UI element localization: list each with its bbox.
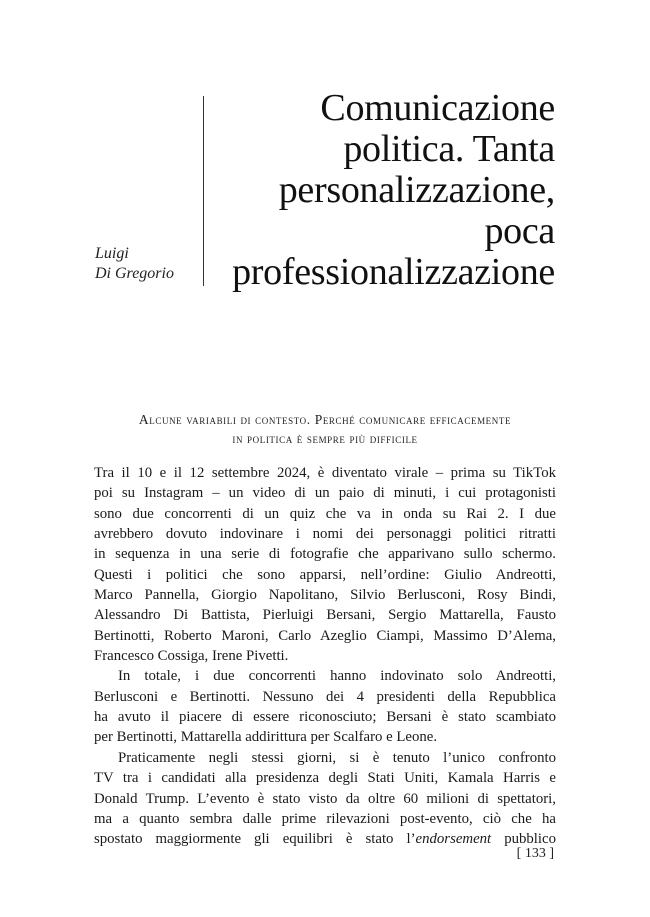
text-line: Donald Trump. L’evento è stato visto da oltre 60 milioni di spettatori,	[94, 790, 556, 807]
text-line: In totale, i due concorrenti hanno indovinato solo Andreotti,	[118, 668, 556, 685]
title-line: personalizzazione,	[278, 169, 555, 211]
text-line: per Bertinotti, Mattarella addirittura per Scalfaro e Leone.	[94, 729, 438, 746]
section-heading	[92, 410, 558, 448]
title-line: poca	[484, 210, 555, 252]
text-line: Questi i politici che sono apparsi, nell’ordine: Giulio Andreotti,	[94, 566, 556, 583]
author-name	[95, 244, 205, 284]
title-line: professionalizzazione	[232, 251, 555, 293]
text-line: poi su Instagram – un video di un paio di minuti, i cui protagonisti	[94, 485, 556, 502]
text-line: Berlusconi e Bertinotti. Nessuno dei 4 presidenti della Repubblica	[94, 688, 556, 705]
title-line: Comunicazione	[320, 87, 555, 129]
text-line	[94, 829, 556, 849]
text-line: in sequenza in una serie di fotografie che apparivano sullo schermo.	[94, 546, 556, 563]
author-last-name: Di Gregorio	[95, 265, 174, 282]
text-line: Bertinotti, Roberto Maroni, Carlo Azeglio Ciampi, Massimo D’Alema,	[94, 627, 556, 644]
text-line: TV tra i candidati alla presidenza degli Stati Uniti, Kamala Harris e	[94, 770, 556, 787]
text-line: Marco Pannella, Giorgio Napolitano, Silvio Berlusconi, Rosy Bindi,	[94, 587, 556, 604]
emphasis-word: endorsement	[415, 831, 492, 848]
text-line: Tra il 10 e il 12 settembre 2024, è diventato virale – prima su TikTok	[94, 465, 556, 481]
text-fragment: spostato maggiormente gli equilibri è stato l’	[94, 831, 416, 848]
paragraph	[94, 748, 556, 850]
section-heading-line: in politica è sempre più difficile	[232, 431, 418, 446]
paragraph	[94, 463, 556, 666]
body-text	[94, 463, 556, 850]
paragraph	[94, 666, 556, 747]
chapter-title	[215, 88, 555, 293]
text-line: ma a quanto sembra dalle prime rilevazioni post-evento, ciò che ha	[94, 810, 556, 827]
text-line: avrebbero dovuto indovinare i nomi dei personaggi politici ritratti	[94, 526, 556, 543]
text-line: ha avuto il piacere di essere riconosciuto; Bersani è stato scambiato	[94, 709, 556, 726]
title-line: politica. Tanta	[343, 128, 555, 170]
text-line: sono due concorrenti di un quiz che va in onda su Rai 2. I due	[94, 505, 556, 522]
author-first-name: Luigi	[95, 245, 129, 262]
text-line: Praticamente negli stessi giorni, si è tenuto l’unico confronto	[118, 749, 556, 766]
text-line: Alessandro Di Battista, Pierluigi Bersani, Sergio Mattarella, Fausto	[94, 607, 556, 624]
page-number: [ 133 ]	[516, 846, 554, 861]
text-fragment: pubblico	[491, 831, 556, 848]
text-line: Francesco Cossiga, Irene Pivetti.	[94, 648, 289, 665]
section-heading-line: Alcune variabili di contesto. Perché comunicare efficacemente	[138, 412, 512, 427]
